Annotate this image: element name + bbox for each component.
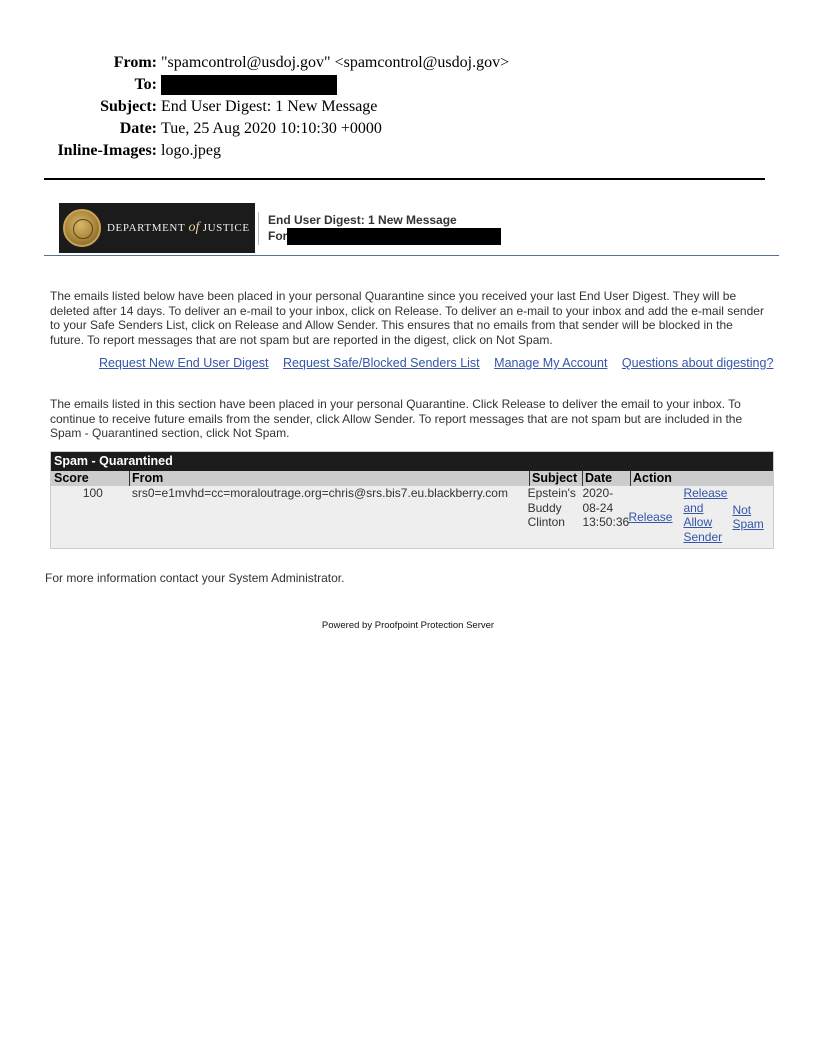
for-label: For <box>268 229 288 243</box>
redacted-for-recipient <box>287 228 501 245</box>
inline-images-label: Inline-Images: <box>57 142 157 159</box>
header-divider <box>44 178 765 180</box>
header-subject: Subject <box>529 471 582 486</box>
doj-seal-icon <box>63 209 101 247</box>
banner-underline <box>44 255 779 256</box>
row-from: srs0=e1mvhd=cc=moraloutrage.org=chris@srs.bis7.eu.blackberry.com <box>131 486 508 500</box>
powered-by: Powered by Proofpoint Protection Server <box>321 620 495 631</box>
table-row <box>51 486 773 548</box>
from-label: From: <box>113 54 157 71</box>
redacted-recipient <box>161 75 337 95</box>
to-label: To: <box>134 76 157 93</box>
footer-info: For more information contact your System Administrator. <box>45 571 345 585</box>
request-lists-link[interactable]: Request Safe/Blocked Senders List <box>283 356 480 370</box>
section-text: The emails listed in this section have been placed in your personal Quarantine. Click Release to deliver the email to your inbox. To continue to receive future emails from the sender, click Allow Sender. To report messages that are not spam but are included in the Spam - Quarantined section, click Not Spam. <box>50 397 743 440</box>
doj-logo-text: DEPARTMENT of JUSTICE <box>107 220 250 235</box>
date-label: Date: <box>119 120 157 137</box>
from-value: "spamcontrol@usdoj.gov" <spamcontrol@usdoj.gov> <box>161 54 510 71</box>
doj-logo <box>59 203 255 253</box>
manage-account-link[interactable]: Manage My Account <box>494 356 608 370</box>
row-date: 2020- 08-24 13:50:36 <box>582 486 630 529</box>
header-score: Score <box>54 471 89 485</box>
table-header <box>51 471 773 486</box>
intro-text: The emails listed below have been placed in your personal Quarantine since you received your last End User Digest. They will be deleted after 14 days. To deliver an e-mail to your inbox, click on Release. To deliver an e-mail to your inbox and add the e-mail sender to your Safe Senders List, click on Release and Allow Sender. This ensures that no emails from that sender will be blocked in the future. To report messages that are not spam but are reported in the digest, click on Not Spam. <box>50 289 764 347</box>
header-date: Date <box>582 471 630 486</box>
digest-for <box>268 229 501 245</box>
subject-value: End User Digest: 1 New Message <box>161 98 378 115</box>
row-subject: Epstein's Buddy Clinton <box>527 486 576 529</box>
header-action: Action <box>630 471 773 486</box>
digest-title: End User Digest: 1 New Message <box>268 213 457 227</box>
email-header <box>44 52 509 162</box>
release-link[interactable]: Release <box>628 509 673 524</box>
date-value: Tue, 25 Aug 2020 10:10:30 +0000 <box>161 120 382 137</box>
row-score: 100 <box>82 486 103 500</box>
table-title: Spam - Quarantined <box>51 452 773 471</box>
row-actions <box>628 486 773 548</box>
inline-images-value: logo.jpeg <box>161 142 221 159</box>
not-spam-link[interactable]: Not Spam <box>732 502 764 531</box>
banner-divider <box>258 212 259 245</box>
subject-label: Subject: <box>100 98 157 115</box>
request-digest-link[interactable]: Request New End User Digest <box>99 356 269 370</box>
quarantine-table <box>50 451 774 549</box>
release-allow-sender-link[interactable]: Release and Allow Sender <box>683 486 728 544</box>
questions-link[interactable]: Questions about digesting? <box>621 356 774 370</box>
digest-links <box>99 356 773 370</box>
header-from: From <box>129 471 529 486</box>
